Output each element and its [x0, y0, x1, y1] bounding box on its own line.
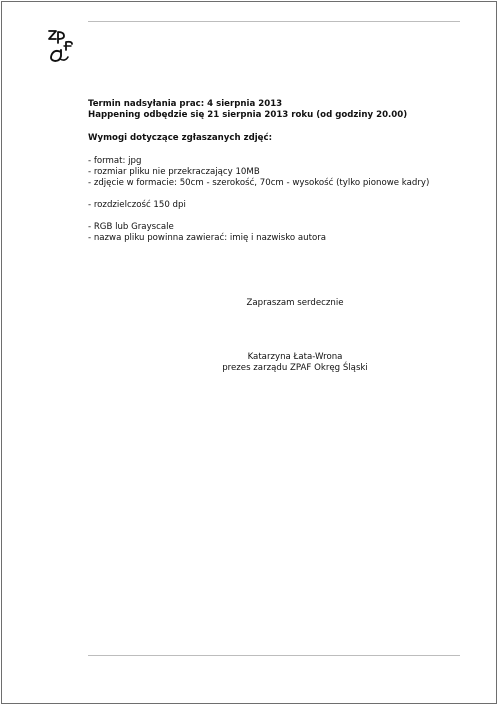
requirements-heading: Wymogi dotyczące zgłaszanych zdjęć:	[88, 133, 273, 143]
requirement-item: - format: jpg	[88, 156, 142, 166]
requirements-group-3	[88, 222, 468, 244]
requirement-item: - rozmiar pliku nie przekraczający 10MB	[88, 167, 260, 177]
signature-name: Katarzyna Łata-Wrona	[247, 352, 343, 362]
requirement-item: - nazwa pliku powinna zawierać: imię i nazwisko autora	[88, 233, 327, 243]
requirement-item: - rozdzielczość 150 dpi	[88, 200, 186, 210]
requirements-group-1	[88, 156, 468, 189]
happening-date: Happening odbędzie się 21 sierpnia 2013 roku (od godziny 20.00)	[88, 110, 408, 120]
document-body	[88, 99, 468, 244]
submission-deadline: Termin nadsyłania prac: 4 sierpnia 2013	[88, 99, 283, 109]
requirement-item: - RGB lub Grayscale	[88, 222, 174, 232]
signature-block	[160, 352, 430, 374]
closing-invitation: Zapraszam serdecznie	[246, 298, 344, 308]
top-divider	[88, 21, 460, 22]
bottom-divider	[88, 655, 460, 656]
requirement-item: - zdjęcie w formacie: 50cm - szerokość, 70cm - wysokość (tylko pionowe kadry)	[88, 178, 430, 188]
requirements-group-2	[88, 200, 468, 211]
signature-title: prezes zarządu ZPAF Okręg Śląski	[222, 363, 368, 373]
zpaf-logo	[46, 28, 76, 64]
